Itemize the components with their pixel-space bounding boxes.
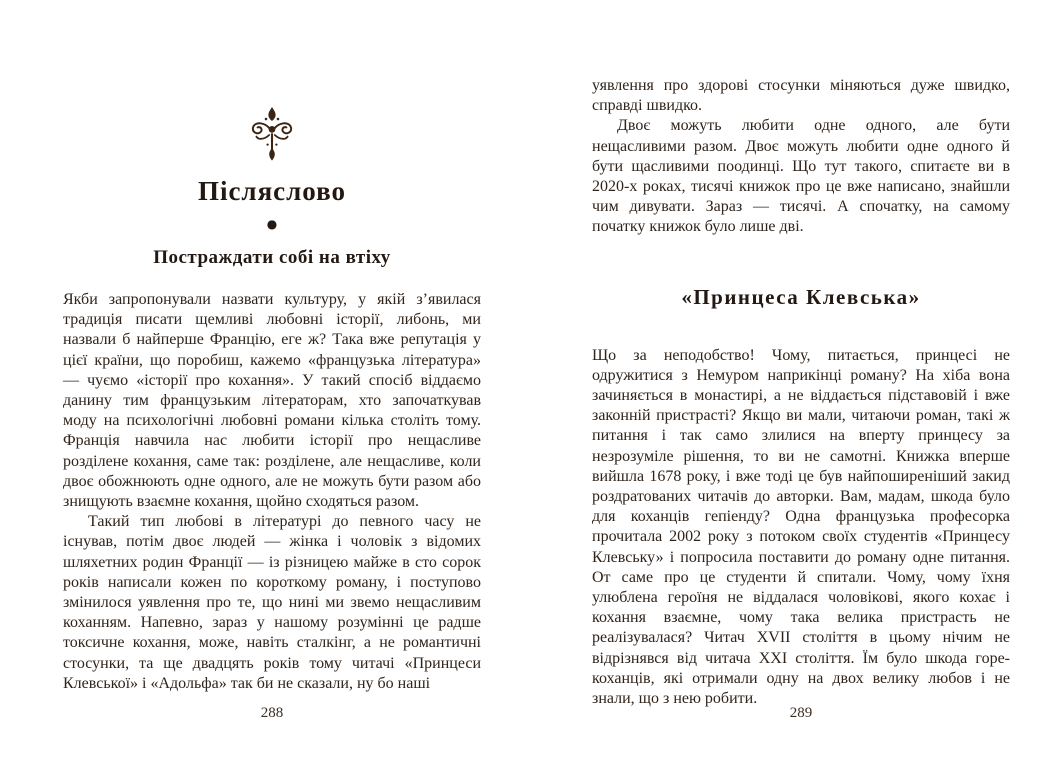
page-left xyxy=(63,0,481,761)
page-right xyxy=(592,0,1010,761)
section-title-right: «Принцеса Клевська» xyxy=(681,284,921,309)
paragraph: уявлення про здорові стосунки міняються дуже швидко, справді швидко. xyxy=(592,77,1010,115)
paragraph: Що за неподобство! Чому, питається, принцесі не одружитися з Немуром наприкінці роману? На хіба вона зачиняється в монастирі, а не віддається підставовій і вже законній пристрасті? Якщо ви мали, читаючи роман, такі ж питання і так само злилися на вперту принцесу за незрозуміле рішення, то ви не самотні. Книжка вперше вийшла 1678 року, і вже тоді це був найпоширеніший закид роздратованих читачів до авторки. Вам, мадам, шкода було для коханців гепіенду? Одна французька професорка прочитала 2002 року з потоком своїх студентів «Принцесу Клевську» і попросила поставити до роману одне питання. От саме про це студенти й спитали. Чому, чому їхня улюблена героїня не віддалася чоловікові, якого кохає і кохання взаємне, чому така велика пристрасть не реалізувалася? Читач XVII століття в цьому нічим не відрізнявся від читача XXI століття. Їм було шкода горе-коханців, які отримали одну на двох велику любов і не знали, що з нею робити. xyxy=(592,346,1010,708)
section-divider-dot: ● xyxy=(266,217,278,231)
fleuron-icon xyxy=(248,106,296,164)
chapter-title: Післяслово xyxy=(197,176,347,206)
section-title-left: Постраждати собі на втіху xyxy=(153,247,391,268)
page-number-right: 289 xyxy=(789,705,813,721)
paragraph: Якби запропонували назвати культуру, у якій з’явилася традиція писати щемливі любовні історії, либонь, ми назвали б найперше Францію, еге ж? Така вже репутація у цієї країни, що поробиш, кажемо «французька література» — чуємо «історії про кохання». У такий спосіб віддаємо данину тим французьким літераторам, хто започаткував моду на психологічні любовні романи кілька століть тому. Франція навчила нас любити історії про нещасливе розділене кохання, саме так: розділене, але нещасливе, коли двоє обожнюють одне одного, але не можуть бути разом або знищують взаємне кохання, щойно сходяться разом. xyxy=(63,291,481,511)
paragraph: Двоє можуть любити одне одного, але бути нещасливими разом. Двоє можуть любити одне одного й бути щасливими поодинці. Що тут такого, спитаєте ви в 2020-х роках, тисячі книжок про це вже написано, знайшли чим дивувати. Зараз — тисячі. А спочатку, на самому початку книжок було лише дві. xyxy=(592,117,1010,236)
page-number-left: 288 xyxy=(260,705,284,721)
paragraph: Такий тип любові в літературі до певного часу не існував, потім двоє людей — жінка і чоловік з відомих шляхетних родин Франції — із різницею майже в сто сорок років написали кожен по короткому роману, і поступово змінилося уявлення про те, що нині ми звемо нещасливим коханням. Напевно, зараз у нашому розумінні це радше токсичне кохання, може, навіть сталкінг, а не романтичні стосунки, та ще двадцять років тому читачі «Принцеси Клевської» і «Адольфа» так би не сказали, ну бо наші xyxy=(63,513,481,692)
